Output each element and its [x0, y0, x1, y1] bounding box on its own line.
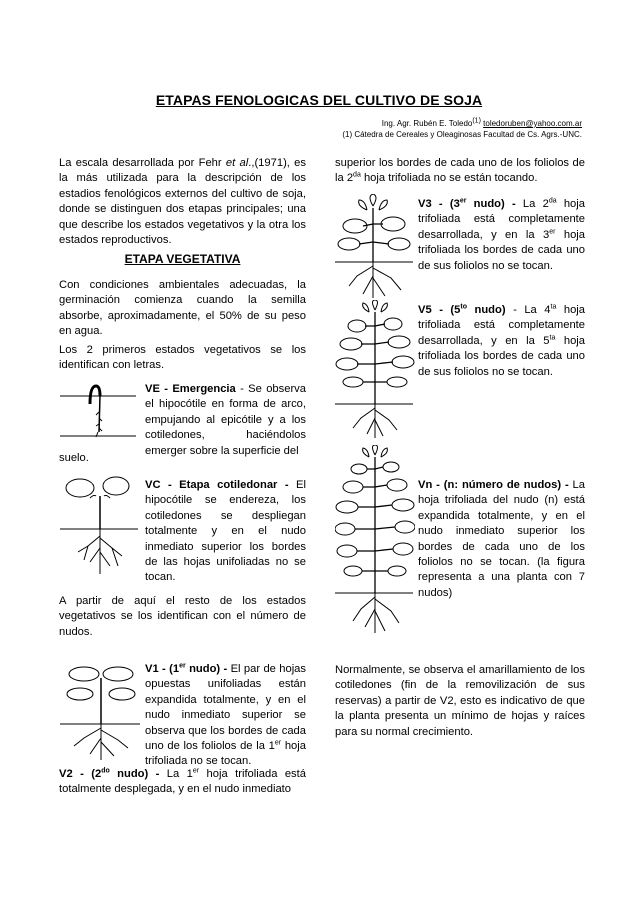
v3-description: V3 - (3er nudo) - La $2^{da}$ hoja trifoliada está completamente desarrollada, y en la 3er hoja trifoliada los bordes de cada uno de sus foliolos no se tocan. [418, 197, 585, 272]
author-name: Ing. Agr. Rubén E. Toledo [381, 119, 473, 128]
letters-paragraph: Los 2 primeros estados vegetativos se los identifican con letras. [59, 344, 306, 372]
section-heading: ETAPA VEGETATIVA [124, 252, 241, 266]
vc-label: VC - Etapa cotiledonar - [145, 479, 289, 491]
v5-figure [335, 300, 415, 440]
author-email[interactable]: toledoruben@yahoo.com.ar [483, 119, 582, 128]
v2-continuation: superior los bordes de cada uno de los foliolos de la $2^{da}$ hoja trifoliada no se están tocando. [335, 157, 585, 185]
vn-description: Vn - (n: número de nudos) - La hoja trifoliada del nudo (n) está expandida totalmente, y en el nudo inmediato superior los bordes de cada uno de los foliolos no se tocan. (la figura representa a una planta con 7 nudos) [418, 479, 585, 599]
ve-description: VE - Emergencia - Se observa el hipocótile en forma de arco, empujando al epicótile y a los cotiledones, haciéndolos emerger sobre la superficie del [145, 383, 306, 457]
final-paragraph: Normalmente, se observa el amarillamiento de los cotiledones (fin de la removilización de sus reservas) a partir de V2, esto es indicativo de que la planta presenta un mínimo de hojas y raíces para su normal crecimiento. [335, 664, 585, 738]
v2-label: $V2 - (2^{do}$ nudo) - [59, 767, 160, 780]
ve-figure [60, 382, 140, 452]
v3-label: V3 - (3er nudo) - [418, 197, 516, 210]
author-affiliation: (1) Cátedra de Cereales y Oleaginosas Facultad de Cs. Agrs.-UNC. [342, 130, 582, 139]
author-ref: (1) [472, 117, 481, 125]
v2-description: $V2 - (2^{do}$ nudo) - La 1er hoja trifoliada está totalmente desplegada, y en el nudo inmediato [59, 767, 306, 796]
v3-figure [335, 194, 415, 302]
v1-label: V1 - (1er nudo) - [145, 662, 228, 675]
ve-tail: suelo. [59, 452, 89, 464]
conditions-paragraph: Con condiciones ambientales adecuadas, la germinación comienza cuando la semilla absorbe, aproximadamente, el 50% de su peso en agua. [59, 279, 306, 338]
vc-description: VC - Etapa cotiledonar - El hipocótile se endereza, los cotiledones se despliegan totalmente y en el nudo inmediato superior los bordes de las hojas unifoliadas no se tocan. [145, 479, 306, 584]
intro-paragraph: La escala desarrollada por Fehr et al.,(1971), es la más utilizada para la descripción de los estadios fenológicos externos del cultivo de soja, donde se distinguen dos etapas principales; una que describe los estados vegetativos y la otra los estados reproductivos. [59, 157, 306, 247]
vn-figure [335, 445, 415, 635]
ve-label: VE - Emergencia [145, 383, 236, 395]
page-title: ETAPAS FENOLOGICAS DEL CULTIVO DE SOJA [155, 92, 483, 108]
vn-label: Vn - (n: número de nudos) - [418, 479, 569, 491]
numbers-paragraph: A partir de aquí el resto de los estados vegetativos se los identifican con el número de nudos. [59, 595, 306, 638]
v1-description: V1 - (1er nudo) - El par de hojas opuestas unifoliadas están expandida totalmente, y en el nudo inmediato superior se observa que los bordes de cada uno de los foliolos de la 1er hoja trifoliada no se tocan. [145, 662, 306, 768]
v1-figure [60, 662, 142, 762]
vc-figure [60, 474, 140, 579]
v5-label: $V5 - (5^{to}$ nudo) [418, 303, 506, 316]
v5-description: $V5 - (5^{to}$ nudo) - La $4^{ta}$ hoja trifoliada está completamente desarrollada, y en la $5^{ta}$ hoja trifoliada los bordes de cada uno de sus foliolos no se tocan. [418, 303, 586, 378]
author-block [342, 118, 582, 140]
